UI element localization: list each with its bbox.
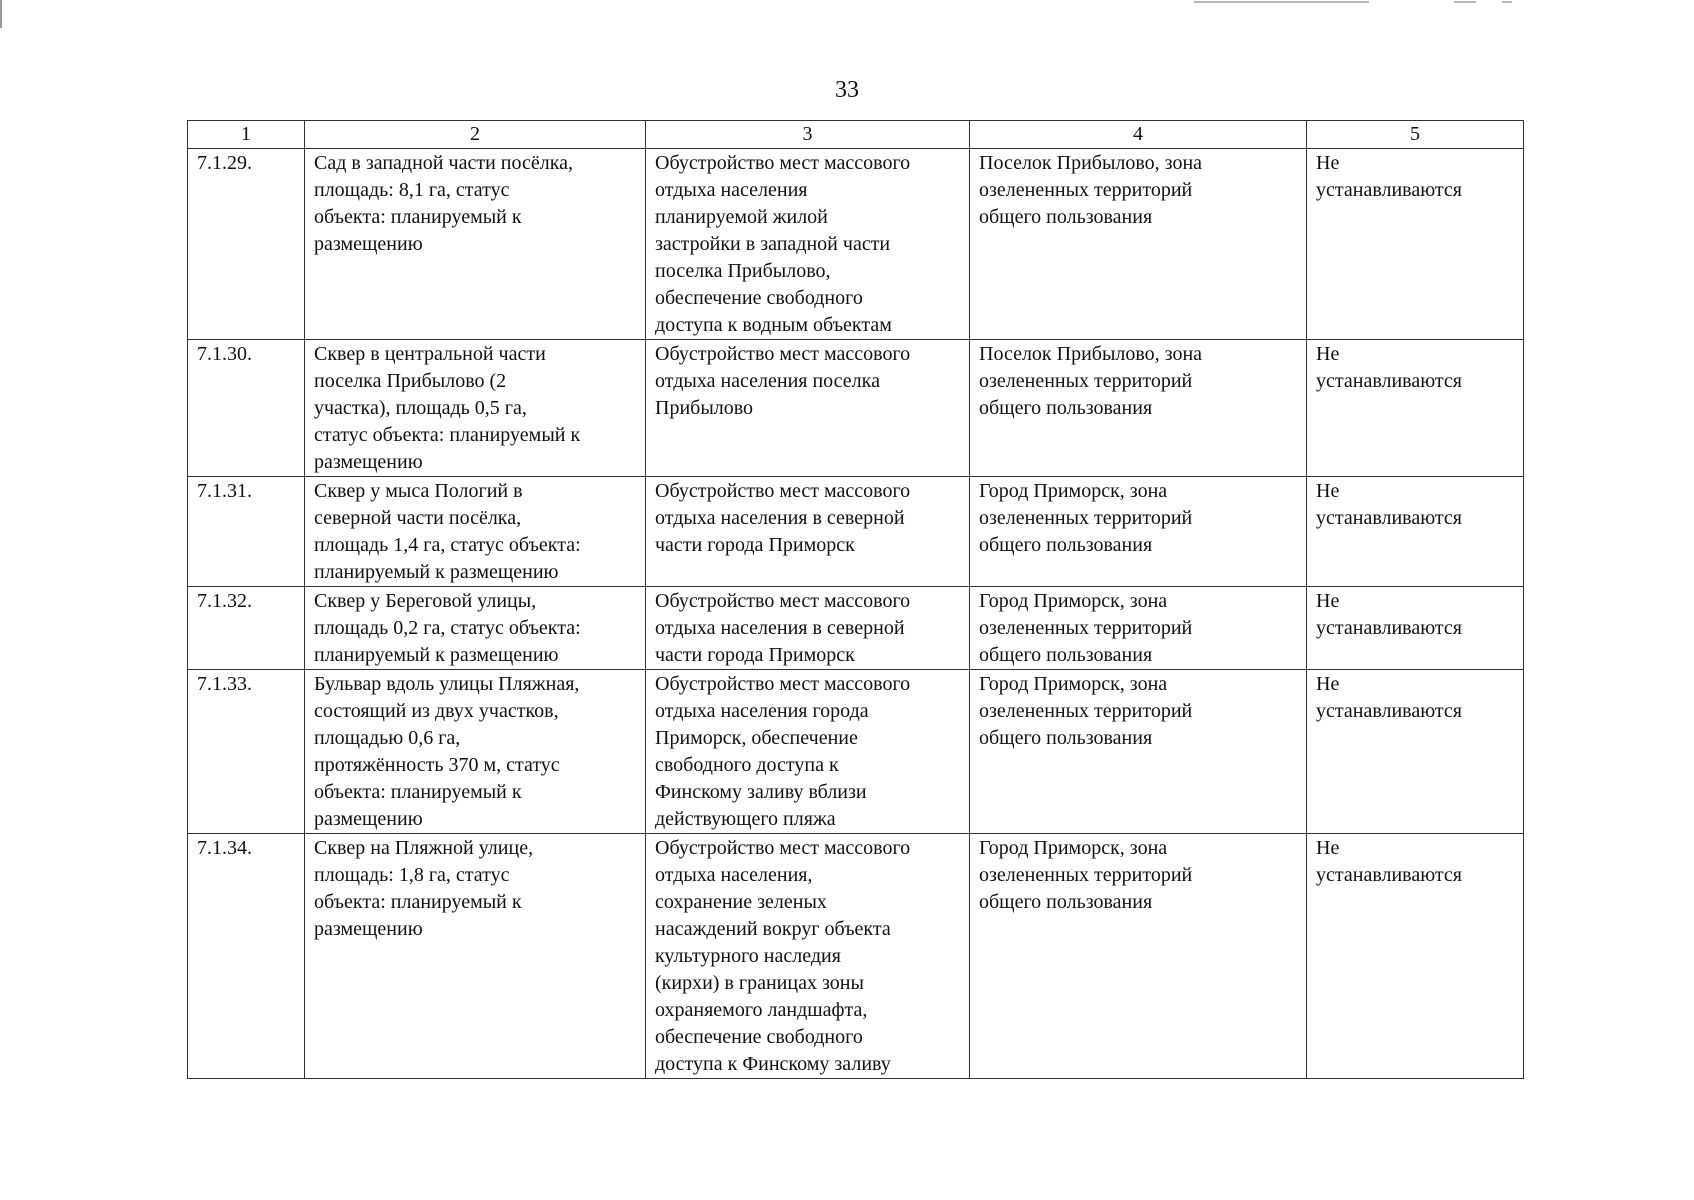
row-number: 7.1.30. <box>197 343 252 365</box>
object-cell <box>305 477 646 587</box>
zones-cell <box>1307 149 1524 340</box>
location-cell <box>970 587 1307 670</box>
location-cell <box>970 834 1307 1079</box>
object-location: Город Приморск, зона озелененных территорий общего пользования <box>979 837 1193 913</box>
protection-zones: Не устанавливаются <box>1316 837 1462 886</box>
object-purpose: Обустройство мест массового отдыха населения, сохранение зеленых насаждений вокруг объекта культурного наследия (кирхи) в границах зоны охраняемого ландшафта, обеспечение свободного доступа к Финскому заливу <box>655 837 911 1075</box>
zones-cell <box>1307 670 1524 834</box>
row-number-cell <box>188 477 305 587</box>
zones-cell <box>1307 834 1524 1079</box>
table-row <box>188 149 1524 340</box>
object-location: Поселок Прибылово, зона озелененных территорий общего пользования <box>979 343 1203 419</box>
protection-zones: Не устанавливаются <box>1316 673 1462 722</box>
object-purpose: Обустройство мест массового отдыха населения города Приморск, обеспечение свободного доступа к Финскому заливу вблизи действующего пляжа <box>655 673 911 830</box>
object-location: Город Приморск, зона озелененных территорий общего пользования <box>979 673 1193 749</box>
table-row <box>188 670 1524 834</box>
row-number: 7.1.34. <box>197 837 252 859</box>
protection-zones: Не устанавливаются <box>1316 343 1462 392</box>
object-purpose: Обустройство мест массового отдыха населения поселка Прибылово <box>655 343 911 419</box>
object-cell <box>305 340 646 477</box>
location-cell <box>970 340 1307 477</box>
table-row <box>188 477 1524 587</box>
row-number: 7.1.29. <box>197 152 252 174</box>
column-header-5: 5 <box>1307 121 1524 149</box>
table-row <box>188 340 1524 477</box>
protection-zones: Не устанавливаются <box>1316 152 1462 201</box>
location-cell <box>970 149 1307 340</box>
row-number: 7.1.33. <box>197 673 252 695</box>
objects-table <box>187 120 1524 1079</box>
object-purpose: Обустройство мест массового отдыха населения планируемой жилой застройки в западной части поселка Прибылово, обеспечение свободного доступа к водным объектам <box>655 152 911 336</box>
page-number: 33 <box>835 77 859 103</box>
row-number-cell <box>188 149 305 340</box>
row-number: 7.1.32. <box>197 590 252 612</box>
scan-top-marks <box>1194 0 1694 6</box>
zones-cell <box>1307 340 1524 477</box>
object-cell <box>305 834 646 1079</box>
purpose-cell <box>646 340 970 477</box>
row-number-cell <box>188 834 305 1079</box>
scan-mark-line <box>1194 1 1369 3</box>
table-row <box>188 587 1524 670</box>
object-location: Поселок Прибылово, зона озелененных территорий общего пользования <box>979 152 1203 228</box>
zones-cell <box>1307 477 1524 587</box>
row-number: 7.1.31. <box>197 480 252 502</box>
row-number-cell <box>188 340 305 477</box>
object-description: Бульвар вдоль улицы Пляжная, состоящий из двух участков, площадью 0,6 га, протяжённость 370 м, статус объекта: планируемый к размещению <box>314 673 580 830</box>
protection-zones: Не устанавливаются <box>1316 590 1462 639</box>
table-row <box>188 834 1524 1079</box>
zones-cell <box>1307 587 1524 670</box>
object-description: Сквер в центральной части поселка Прибылово (2 участка), площадь 0,5 га, статус объекта: планируемый к размещению <box>314 343 581 473</box>
object-description: Сад в западной части посёлка, площадь: 8,1 га, статус объекта: планируемый к размещению <box>314 152 573 255</box>
row-number-cell <box>188 587 305 670</box>
scan-mark-line <box>1502 1 1512 3</box>
column-header-1: 1 <box>188 121 305 149</box>
object-purpose: Обустройство мест массового отдыха населения в северной части города Приморск <box>655 590 911 666</box>
scan-edge-mark <box>0 0 2 28</box>
location-cell <box>970 477 1307 587</box>
column-header-3: 3 <box>646 121 970 149</box>
object-location: Город Приморск, зона озелененных территорий общего пользования <box>979 590 1193 666</box>
protection-zones: Не устанавливаются <box>1316 480 1462 529</box>
object-cell <box>305 587 646 670</box>
location-cell <box>970 670 1307 834</box>
object-cell <box>305 670 646 834</box>
object-location: Город Приморск, зона озелененных территорий общего пользования <box>979 480 1193 556</box>
object-description: Сквер у мыса Пологий в северной части посёлка, площадь 1,4 га, статус объекта: планируемый к размещению <box>314 480 581 583</box>
purpose-cell <box>646 587 970 670</box>
object-description: Сквер у Береговой улицы, площадь 0,2 га, статус объекта: планируемый к размещению <box>314 590 581 666</box>
object-purpose: Обустройство мест массового отдыха населения в северной части города Приморск <box>655 480 911 556</box>
purpose-cell <box>646 477 970 587</box>
table-header-row <box>188 121 1524 149</box>
purpose-cell <box>646 149 970 340</box>
column-header-2: 2 <box>305 121 646 149</box>
purpose-cell <box>646 670 970 834</box>
object-description: Сквер на Пляжной улице, площадь: 1,8 га, статус объекта: планируемый к размещению <box>314 837 534 940</box>
scan-mark-line <box>1454 1 1476 3</box>
column-header-4: 4 <box>970 121 1307 149</box>
object-cell <box>305 149 646 340</box>
purpose-cell <box>646 834 970 1079</box>
row-number-cell <box>188 670 305 834</box>
